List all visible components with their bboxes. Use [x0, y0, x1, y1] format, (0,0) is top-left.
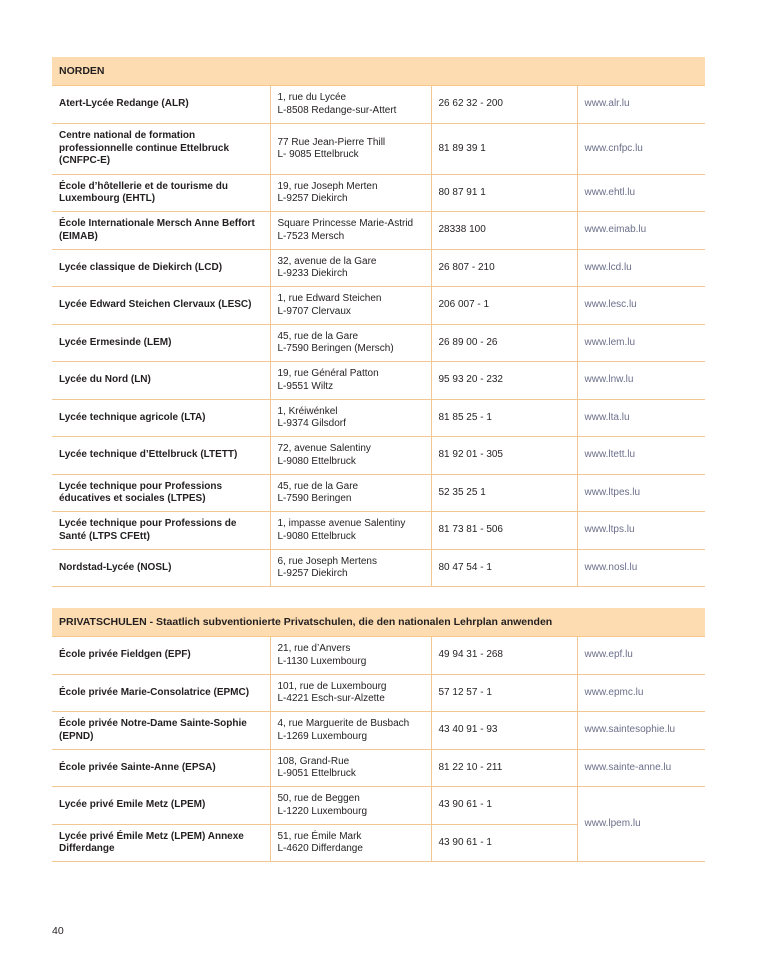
school-name: Nordstad-Lycée (NOSL): [52, 550, 270, 587]
address-city: L-9051 Ettelbruck: [277, 768, 356, 779]
school-website-link[interactable]: www.nosl.lu: [577, 550, 705, 587]
address-city: L-9233 Diekirch: [277, 268, 348, 279]
school-address: [270, 250, 431, 287]
table-row: [52, 750, 705, 787]
school-phone: 26 89 00 - 26: [431, 325, 577, 362]
address-street: 1, rue Edward Steichen: [277, 293, 382, 304]
privatschulen-heading: PRIVATSCHULEN - Staatlich subventionierte Privatschulen, die den nationalen Lehrplan anwenden: [52, 608, 705, 637]
address-city: L-9707 Clervaux: [277, 305, 351, 317]
school-address: [270, 212, 431, 250]
school-phone: 81 85 25 - 1: [431, 400, 577, 437]
school-address: [270, 787, 431, 825]
address-city: L-9080 Ettelbruck: [277, 455, 356, 467]
school-address: [270, 637, 431, 675]
table-row: [52, 86, 705, 124]
address-city: L-9080 Ettelbruck: [277, 530, 356, 542]
school-address: [270, 825, 431, 862]
school-name: Lycée technique d’Ettelbruck (LTETT): [52, 437, 270, 475]
school-name: Lycée privé Emile Metz (LPEM): [52, 787, 270, 825]
school-website-link[interactable]: www.cnfpc.lu: [577, 124, 705, 175]
school-phone: 81 89 39 1: [431, 124, 577, 175]
address-city: L-7523 Mersch: [277, 230, 345, 242]
table-row: [52, 325, 705, 362]
school-name: École Internationale Mersch Anne Beffort (EIMAB): [52, 212, 270, 250]
school-website-link[interactable]: www.lesc.lu: [577, 287, 705, 325]
address-city: L-7590 Beringen: [277, 493, 352, 504]
school-phone: 26 807 - 210: [431, 250, 577, 287]
school-phone: 52 35 25 1: [431, 475, 577, 512]
norden-heading: NORDEN: [52, 57, 705, 86]
table-row: [52, 124, 705, 175]
address-street: 4, rue Marguerite de Busbach: [277, 718, 410, 729]
school-name: Lycée technique agricole (LTA): [52, 400, 270, 437]
school-name: École privée Fieldgen (EPF): [52, 637, 270, 675]
school-name: École privée Marie-Consolatrice (EPMC): [52, 675, 270, 712]
table-row: [52, 175, 705, 212]
address-city: L-1130 Luxembourg: [277, 655, 367, 667]
address-street: 1, rue du Lycée: [277, 92, 347, 103]
page-number: 40: [52, 925, 64, 937]
school-name: Atert-Lycée Redange (ALR): [52, 86, 270, 124]
address-city: L-8508 Redange-sur-Attert: [277, 104, 397, 116]
school-website-link[interactable]: www.ltpes.lu: [577, 475, 705, 512]
school-address: [270, 124, 431, 175]
school-phone: 81 22 10 - 211: [431, 750, 577, 787]
address-street: 32, avenue de la Gare: [277, 255, 377, 267]
school-website-link[interactable]: www.epmc.lu: [577, 675, 705, 712]
table-row: [52, 475, 705, 512]
school-name: Lycée classique de Diekirch (LCD): [52, 250, 270, 287]
school-name: Centre national de formation professionnelle continue Ettelbruck (CNFPC-E): [52, 124, 270, 175]
school-address: [270, 287, 431, 325]
school-phone: 80 87 91 1: [431, 175, 577, 212]
address-city: L-4221 Esch-sur-Alzette: [277, 693, 385, 704]
school-address: [270, 437, 431, 475]
school-phone: 81 73 81 - 506: [431, 512, 577, 550]
table-row: [52, 400, 705, 437]
address-street: 1, impasse avenue Salentiny: [277, 518, 406, 529]
address-street: 6, rue Joseph Mertens: [277, 555, 377, 567]
school-name: Lycée privé Émile Metz (LPEM) Annexe Differdange: [52, 825, 270, 862]
school-website-link[interactable]: www.alr.lu: [577, 86, 705, 124]
address-street: 50, rue de Beggen: [277, 793, 360, 804]
school-website-link[interactable]: www.ehtl.lu: [577, 175, 705, 212]
school-website-link[interactable]: www.lcd.lu: [577, 250, 705, 287]
address-street: 108, Grand-Rue: [277, 755, 350, 767]
school-website-link[interactable]: www.lem.lu: [577, 325, 705, 362]
table-row: [52, 212, 705, 250]
school-website-link[interactable]: www.epf.lu: [577, 637, 705, 675]
table-row: [52, 550, 705, 587]
school-address: [270, 675, 431, 712]
address-city: L-4620 Differdange: [277, 843, 363, 854]
school-website-link[interactable]: www.sainte-anne.lu: [577, 750, 705, 787]
school-phone: 95 93 20 - 232: [431, 362, 577, 400]
address-city: L-7590 Beringen (Mersch): [277, 343, 394, 354]
school-website-link[interactable]: www.ltett.lu: [577, 437, 705, 475]
school-address: [270, 400, 431, 437]
school-website-link[interactable]: www.saintesophie.lu: [577, 712, 705, 750]
address-street: 19, rue Joseph Merten: [277, 180, 378, 192]
privatschulen-table: [52, 608, 705, 862]
school-phone: 43 90 61 - 1: [431, 787, 577, 825]
address-street: 51, rue Émile Mark: [277, 830, 362, 842]
table-row: [52, 437, 705, 475]
address-city: L-9257 Diekirch: [277, 568, 348, 579]
school-website-link[interactable]: www.ltps.lu: [577, 512, 705, 550]
school-address: [270, 325, 431, 362]
school-name: Lycée Edward Steichen Clervaux (LESC): [52, 287, 270, 325]
address-street: 45, rue de la Gare: [277, 480, 359, 492]
address-city: L- 9085 Ettelbruck: [277, 149, 359, 160]
school-name: École privée Notre-Dame Sainte-Sophie (EPND): [52, 712, 270, 750]
address-street: Square Princesse Marie-Astrid: [277, 218, 414, 229]
school-address: [270, 750, 431, 787]
school-phone: 43 40 91 - 93: [431, 712, 577, 750]
table-row: [52, 512, 705, 550]
norden-table: [52, 57, 705, 587]
school-website-link[interactable]: www.lta.lu: [577, 400, 705, 437]
school-address: [270, 175, 431, 212]
school-address: [270, 512, 431, 550]
address-street: 101, rue de Luxembourg: [277, 680, 387, 692]
school-phone: 80 47 54 - 1: [431, 550, 577, 587]
address-street: 45, rue de la Gare: [277, 330, 359, 342]
school-phone: 81 92 01 - 305: [431, 437, 577, 475]
school-website-link[interactable]: www.lnw.lu: [577, 362, 705, 400]
table-row: [52, 250, 705, 287]
table-row: [52, 712, 705, 750]
table-row: [52, 675, 705, 712]
table-row: [52, 637, 705, 675]
school-phone: 49 94 31 - 268: [431, 637, 577, 675]
address-street: 72, avenue Salentiny: [277, 443, 371, 454]
school-address: [270, 712, 431, 750]
school-phone: 57 12 57 - 1: [431, 675, 577, 712]
school-website-link[interactable]: www.eimab.lu: [577, 212, 705, 250]
school-address: [270, 550, 431, 587]
school-name: Lycée technique pour Professions de Santé (LTPS CFEtt): [52, 512, 270, 550]
school-address: [270, 86, 431, 124]
school-name: Lycée du Nord (LN): [52, 362, 270, 400]
school-address: [270, 475, 431, 512]
address-street: 19, rue Général Patton: [277, 368, 379, 379]
school-name: Lycée technique pour Professions éducatives et sociales (LTPES): [52, 475, 270, 512]
school-website-link[interactable]: www.lpem.lu: [577, 787, 705, 862]
address-city: L-9374 Gilsdorf: [277, 418, 346, 429]
school-name: École d’hôtellerie et de tourisme du Luxembourg (EHTL): [52, 175, 270, 212]
table-row: [52, 362, 705, 400]
table-row: [52, 787, 705, 825]
school-name: Lycée Ermesinde (LEM): [52, 325, 270, 362]
address-city: L-1269 Luxembourg: [277, 730, 368, 742]
address-street: 1, Kréiwénkel: [277, 405, 338, 417]
address-street: 21, rue d’Anvers: [277, 643, 351, 654]
address-city: L-9257 Diekirch: [277, 193, 348, 204]
address-city: L-9551 Wiltz: [277, 380, 334, 392]
school-address: [270, 362, 431, 400]
address-city: L-1220 Luxembourg: [277, 805, 368, 817]
school-phone: 26 62 32 - 200: [431, 86, 577, 124]
school-phone: 206 007 - 1: [431, 287, 577, 325]
address-street: 77 Rue Jean-Pierre Thill: [277, 136, 386, 148]
table-row: [52, 287, 705, 325]
school-phone: 43 90 61 - 1: [431, 825, 577, 862]
school-name: École privée Sainte-Anne (EPSA): [52, 750, 270, 787]
school-phone: 28338 100: [431, 212, 577, 250]
